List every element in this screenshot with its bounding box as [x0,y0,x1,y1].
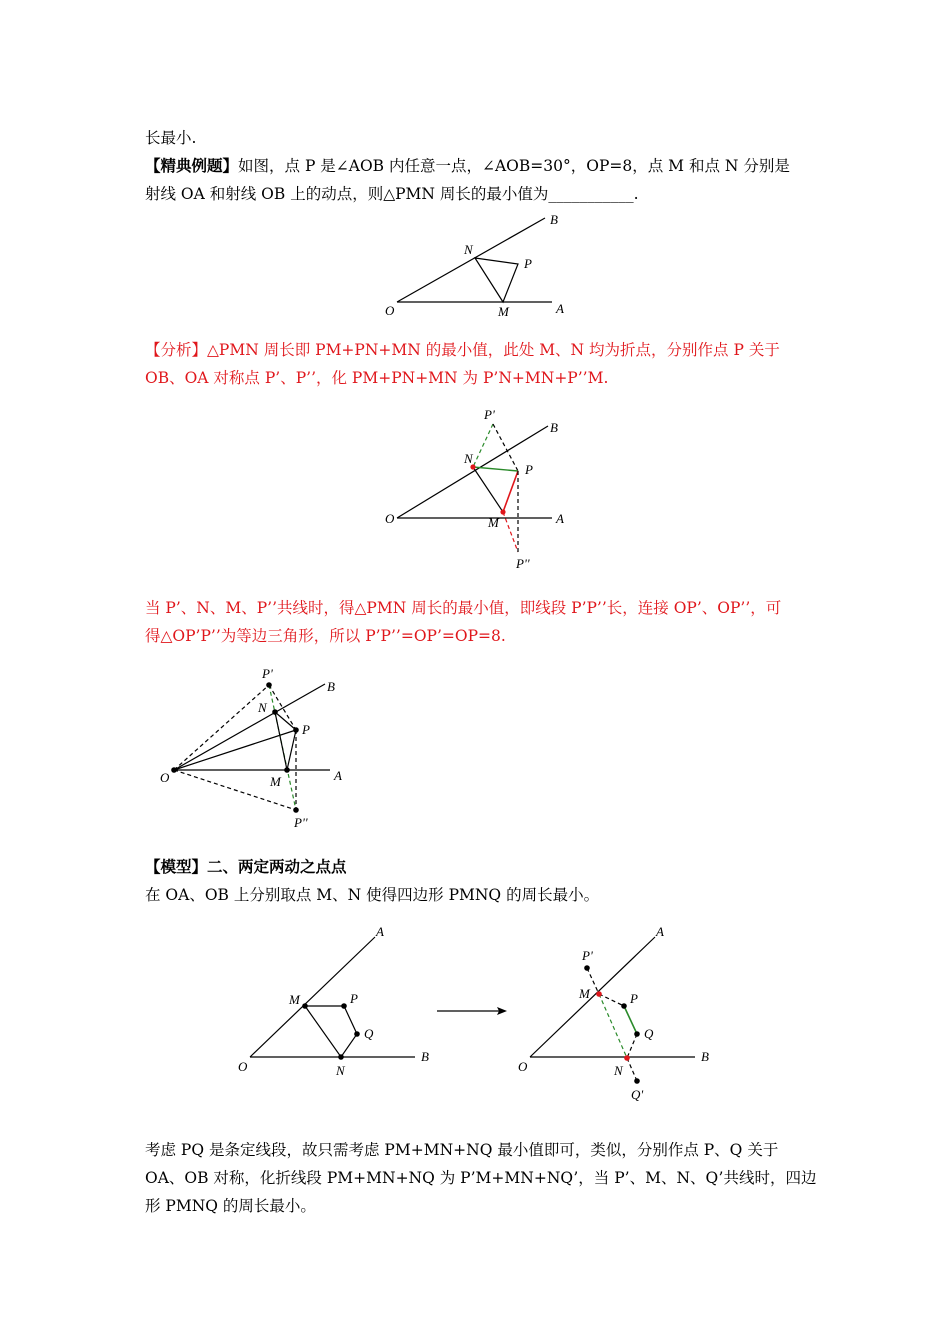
fig5-label-n: N [614,1063,623,1078]
fig3-label-b: B [327,679,335,694]
fig5-label-q: Q [644,1026,654,1041]
fig2-label-o: O [385,511,395,526]
fig2-label-a: A [556,511,564,526]
fig4-label-q: Q [364,1026,374,1041]
fig2-label-m: M [488,515,499,530]
fig1-label-m: M [498,304,509,319]
fig1-label-o: O [385,303,395,318]
fig3-label-m: M [270,774,281,789]
fig2-label-b: B [550,420,558,435]
consider-line-1: 考虑 PQ 是条定线段，故只需考虑 PM+MN+NQ 最小值即可，类似，分别作点 P、Q 关于 [145,1141,779,1159]
fig4-label-n: N [336,1063,345,1078]
figure-4-quadrilateral [230,920,445,1085]
example-line-2: 射线 OA 和射线 OB 上的动点，则△PMN 周长的最小值为___________. [145,185,639,203]
example-tag: 【精典例题】 [145,156,239,175]
fig1-label-p: P [524,256,532,271]
example-text-1: 如图，点 P 是∠AOB 内任意一点，∠AOB=30°，OP=8，点 M 和点 N 分别是 [238,157,790,175]
fig5-label-q1: Q' [631,1087,644,1102]
consider-line-3: 形 PMNQ 的周长最小。 [145,1197,316,1215]
fig1-label-a: A [556,301,564,316]
figure-3-equilateral [155,662,355,837]
fig5-label-o: O [518,1059,528,1074]
fig5-label-b: B [701,1049,709,1064]
fig4-label-m: M [289,992,300,1007]
fig3-label-p2: P'' [294,815,308,830]
model-description: 在 OA、OB 上分别取点 M、N 使得四边形 PMNQ 的周长最小。 [145,886,600,904]
collinear-line-1: 当 P’、N、M、P’’共线时，得△PMN 周长的最小值，即线段 P’P’’长，连接 OP’、OP’’，可 [145,599,782,617]
fig5-label-a: A [656,924,664,939]
fig3-label-p1: P' [262,666,273,681]
fig1-label-b: B [550,212,558,227]
fig4-label-a: A [376,924,384,939]
figure-1-triangle-pmn [380,208,580,323]
fig1-label-n: N [464,242,473,257]
fig4-label-p: P [350,991,358,1006]
figure-5-reflected-quadrilateral [510,920,725,1110]
fig5-label-p1: P' [582,948,593,963]
consider-line-2: OA、OB 对称，化折线段 PM+MN+NQ 为 P’M+MN+NQ’，当 P’、M、N、Q’共线时，四边 [145,1169,817,1187]
fig4-label-o: O [238,1059,248,1074]
analysis-line-1: 【分析】△PMN 周长即 PM+PN+MN 的最小值，此处 M、N 均为折点，分别作点 P 关于 [145,341,780,359]
collinear-line-2: 得△OP’P’’为等边三角形，所以 P’P’’=OP’=OP=8. [145,627,506,645]
fig2-label-p: P [525,462,533,477]
fig3-label-n: N [258,700,267,715]
fig3-label-o: O [160,770,170,785]
fig3-label-p: P [302,722,310,737]
transform-arrow-icon [437,1003,509,1019]
fig2-label-p1: P' [484,407,495,422]
fig2-label-n: N [464,451,473,466]
figure-2-reflection [380,402,580,577]
fig4-label-b: B [421,1049,429,1064]
example-line-1 [145,155,790,177]
analysis-line-2: OB、OA 对称点 P’、P’’，化 PM+PN+MN 为 P’N+MN+P’’M. [145,369,609,387]
fig5-label-p: P [630,991,638,1006]
fig2-label-p2: P'' [516,556,530,571]
intro-tail-text: 长最小. [145,129,197,147]
fig3-label-a: A [334,768,342,783]
model-title: 【模型】二、两定两动之点点 [145,857,347,876]
fig5-label-m: M [579,986,590,1001]
